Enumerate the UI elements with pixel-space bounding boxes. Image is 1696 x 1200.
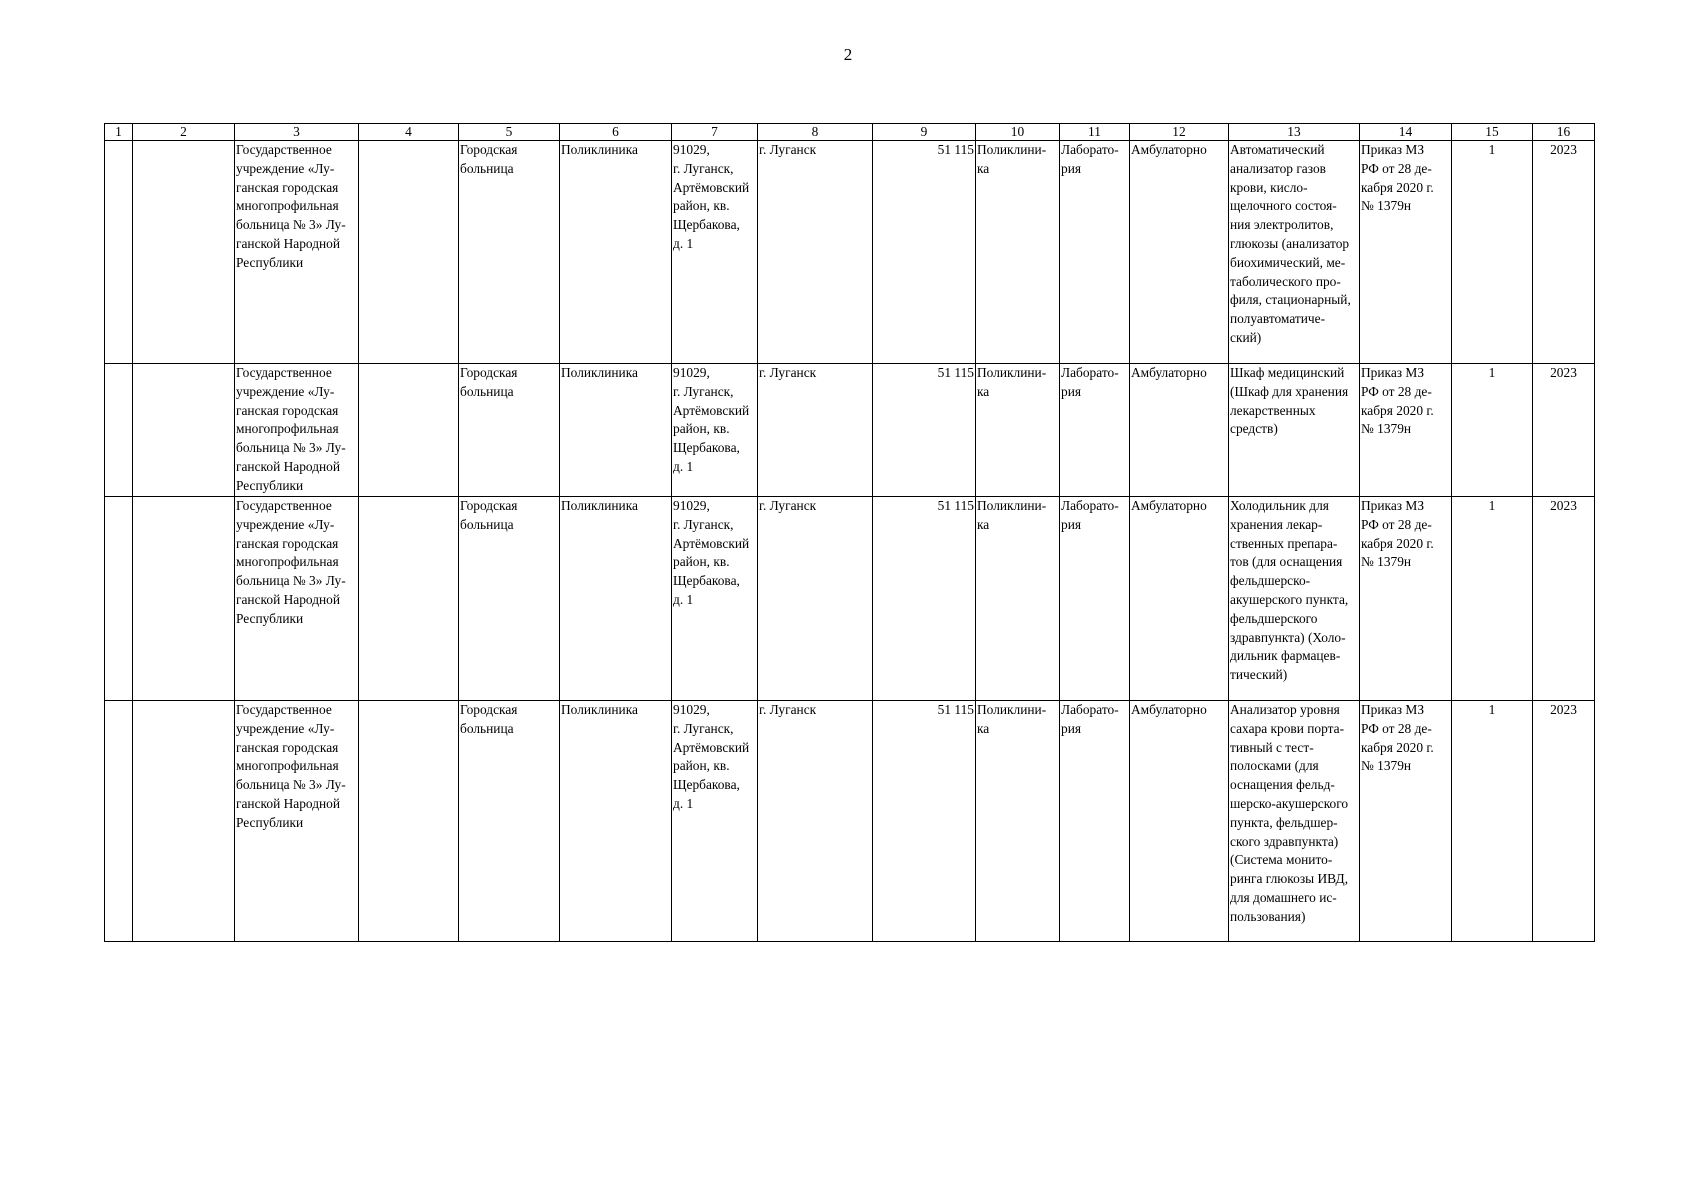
institution-name-cell: Государственное учреждение «Лу- ганская городская многопрофильная больница № 3» Лу- ганской Народной Республики: [235, 364, 359, 497]
address-cell: 91029, г. Луганск, Артёмовский район, кв. Щербакова, д. 1: [672, 364, 758, 497]
care-type-cell: Амбулаторно: [1130, 141, 1229, 364]
institution-type-cell: Городская больница: [459, 701, 560, 942]
city-cell: г. Луганск: [758, 141, 873, 364]
city-cell: г. Луганск: [758, 497, 873, 701]
column-header-12: 12: [1130, 124, 1229, 141]
unit-type-cell: Поликлиника: [560, 364, 672, 497]
institution-type-cell: Городская больница: [459, 141, 560, 364]
cell-col2: [133, 497, 235, 701]
regulation-cell: Приказ МЗ РФ от 28 де- кабря 2020 г. № 1379н: [1360, 364, 1452, 497]
cell-col2: [133, 364, 235, 497]
cell-col2: [133, 141, 235, 364]
row-number-cell: [105, 497, 133, 701]
column-header-14: 14: [1360, 124, 1452, 141]
column-header-1: 1: [105, 124, 133, 141]
population-cell: 51 115: [873, 701, 976, 942]
unit-type-cell: Поликлиника: [560, 141, 672, 364]
cell-col2: [133, 701, 235, 942]
row-number-cell: [105, 364, 133, 497]
department-cell: Поликлини- ка: [976, 141, 1060, 364]
table-row: [105, 701, 1595, 942]
cell-col4: [359, 701, 459, 942]
population-cell: 51 115: [873, 497, 976, 701]
column-header-3: 3: [235, 124, 359, 141]
column-header-15: 15: [1452, 124, 1533, 141]
address-cell: 91029, г. Луганск, Артёмовский район, кв. Щербакова, д. 1: [672, 497, 758, 701]
institution-name-cell: Государственное учреждение «Лу- ганская городская многопрофильная больница № 3» Лу- ганской Народной Республики: [235, 141, 359, 364]
department-cell: Поликлини- ка: [976, 497, 1060, 701]
department-cell: Поликлини- ка: [976, 364, 1060, 497]
equipment-name-cell: Шкаф медицинский (Шкаф для хранения лекарственных средств): [1229, 364, 1360, 497]
population-cell: 51 115: [873, 364, 976, 497]
year-cell: 2023: [1533, 141, 1595, 364]
subdivision-cell: Лаборато- рия: [1060, 141, 1130, 364]
page-number: 2: [843, 45, 853, 64]
equipment-table: [104, 123, 1595, 942]
year-cell: 2023: [1533, 497, 1595, 701]
column-header-4: 4: [359, 124, 459, 141]
cell-col4: [359, 141, 459, 364]
unit-type-cell: Поликлиника: [560, 701, 672, 942]
department-cell: Поликлини- ка: [976, 701, 1060, 942]
table-row: [105, 497, 1595, 701]
column-header-13: 13: [1229, 124, 1360, 141]
address-cell: 91029, г. Луганск, Артёмовский район, кв. Щербакова, д. 1: [672, 141, 758, 364]
quantity-cell: 1: [1452, 701, 1533, 942]
year-cell: 2023: [1533, 701, 1595, 942]
institution-name-cell: Государственное учреждение «Лу- ганская городская многопрофильная больница № 3» Лу- ганской Народной Республики: [235, 497, 359, 701]
subdivision-cell: Лаборато- рия: [1060, 364, 1130, 497]
equipment-name-cell: Холодильник для хранения лекар- ственных препара- тов (для оснащения фельдшерско- акушерского пункта, фельдшерского здравпункта) (Холо- дильник фармацев- тический): [1229, 497, 1360, 701]
column-header-8: 8: [758, 124, 873, 141]
city-cell: г. Луганск: [758, 364, 873, 497]
subdivision-cell: Лаборато- рия: [1060, 497, 1130, 701]
regulation-cell: Приказ МЗ РФ от 28 де- кабря 2020 г. № 1379н: [1360, 497, 1452, 701]
column-header-2: 2: [133, 124, 235, 141]
table-row: [105, 141, 1595, 364]
population-cell: 51 115: [873, 141, 976, 364]
header-row: [105, 124, 1595, 141]
column-header-5: 5: [459, 124, 560, 141]
cell-col4: [359, 364, 459, 497]
care-type-cell: Амбулаторно: [1130, 497, 1229, 701]
column-header-6: 6: [560, 124, 672, 141]
quantity-cell: 1: [1452, 364, 1533, 497]
column-header-9: 9: [873, 124, 976, 141]
year-cell: 2023: [1533, 364, 1595, 497]
column-header-10: 10: [976, 124, 1060, 141]
table-row: [105, 364, 1595, 497]
unit-type-cell: Поликлиника: [560, 497, 672, 701]
address-cell: 91029, г. Луганск, Артёмовский район, кв. Щербакова, д. 1: [672, 701, 758, 942]
row-number-cell: [105, 141, 133, 364]
institution-type-cell: Городская больница: [459, 497, 560, 701]
city-cell: г. Луганск: [758, 701, 873, 942]
regulation-cell: Приказ МЗ РФ от 28 де- кабря 2020 г. № 1379н: [1360, 141, 1452, 364]
care-type-cell: Амбулаторно: [1130, 364, 1229, 497]
care-type-cell: Амбулаторно: [1130, 701, 1229, 942]
subdivision-cell: Лаборато- рия: [1060, 701, 1130, 942]
quantity-cell: 1: [1452, 497, 1533, 701]
equipment-name-cell: Анализатор уровня сахара крови порта- тивный с тест- полосками (для оснащения фельд- шерско-акушерского пункта, фельдшер- ского здравпункта) (Система монито- ринга глюкозы ИВД, для домашнего ис- пользования): [1229, 701, 1360, 942]
institution-type-cell: Городская больница: [459, 364, 560, 497]
institution-name-cell: Государственное учреждение «Лу- ганская городская многопрофильная больница № 3» Лу- ганской Народной Республики: [235, 701, 359, 942]
equipment-name-cell: Автоматический анализатор газов крови, кисло- щелочного состоя- ния электролитов, глюкозы (анализатор биохимический, ме- таболического про- филя, стационарный, полуавтоматиче- ский): [1229, 141, 1360, 364]
row-number-cell: [105, 701, 133, 942]
regulation-cell: Приказ МЗ РФ от 28 де- кабря 2020 г. № 1379н: [1360, 701, 1452, 942]
column-header-7: 7: [672, 124, 758, 141]
cell-col4: [359, 497, 459, 701]
quantity-cell: 1: [1452, 141, 1533, 364]
column-header-11: 11: [1060, 124, 1130, 141]
column-header-16: 16: [1533, 124, 1595, 141]
